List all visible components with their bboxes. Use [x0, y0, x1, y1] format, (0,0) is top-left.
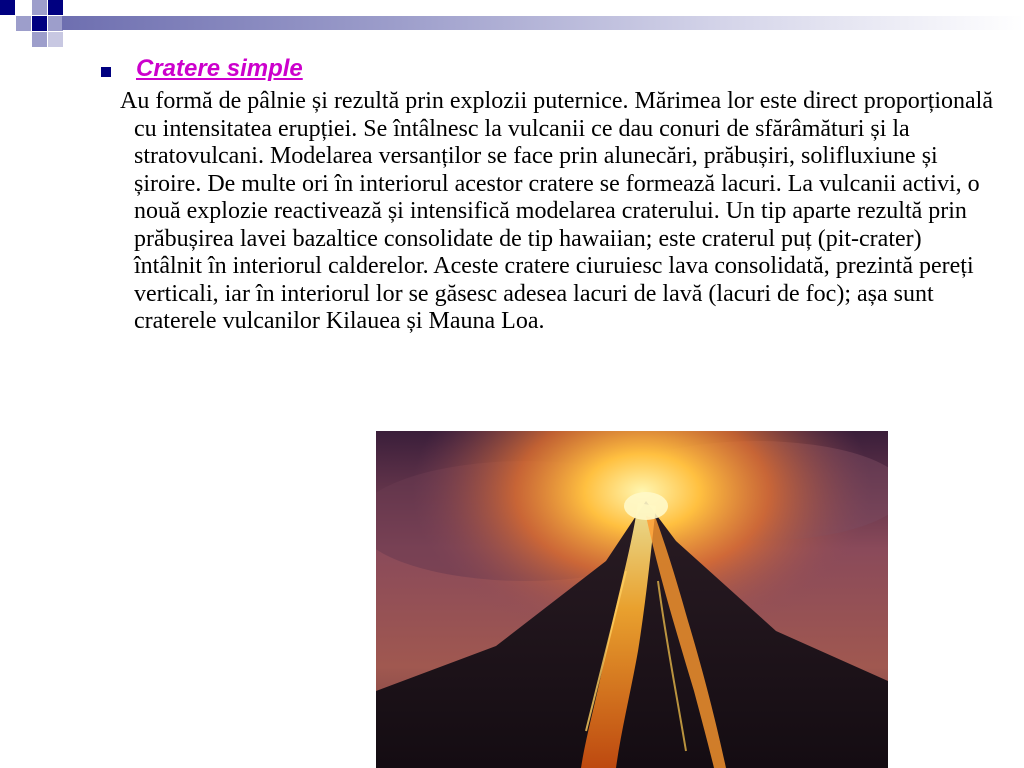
- deco-square-icon: [16, 16, 31, 31]
- deco-square-icon: [32, 16, 47, 31]
- deco-square-icon: [32, 32, 47, 47]
- deco-square-icon: [16, 0, 31, 15]
- body-paragraph: Au formă de pâlnie și rezultă prin explozii puternice. Mărimea lor este direct proporțională cu intensitatea erupției. Se întâlnesc la vulcanii ce dau conuri de sfărâmături și la stratovulcani. Modelarea versanților se face prin alunecări, prăbușiri, solifluxiune și șiroire. De multe ori în interiorul acestor cratere se formează lacuri. La vulcanii activi, o nouă explozie reactivează și intensifică modelarea craterului. Un tip aparte rezultă prin prăbușirea lavei bazaltice consolidate de tip hawaiian; este craterul puț (pit-crater) întâlnit în interiorul calderelor. Aceste cratere ciuruiesc lava consolidată, prezintă pereți verticali, iar în interiorul lor se găsesc adesea lacuri de lavă (lacuri de foc); așa sunt craterele vulcanilor Kilauea și Mauna Loa.: [120, 88, 993, 334]
- deco-square-icon: [48, 32, 63, 47]
- square-bullet-icon: [101, 67, 111, 77]
- section-heading: Cratere simple: [136, 55, 303, 82]
- title-gradient-bar: [62, 16, 1024, 30]
- deco-square-icon: [48, 16, 63, 31]
- deco-square-icon: [48, 0, 63, 15]
- deco-square-icon: [32, 0, 47, 15]
- deco-square-icon: [0, 0, 15, 15]
- volcano-eruption-image: [376, 431, 888, 768]
- decorative-squares: [0, 0, 80, 62]
